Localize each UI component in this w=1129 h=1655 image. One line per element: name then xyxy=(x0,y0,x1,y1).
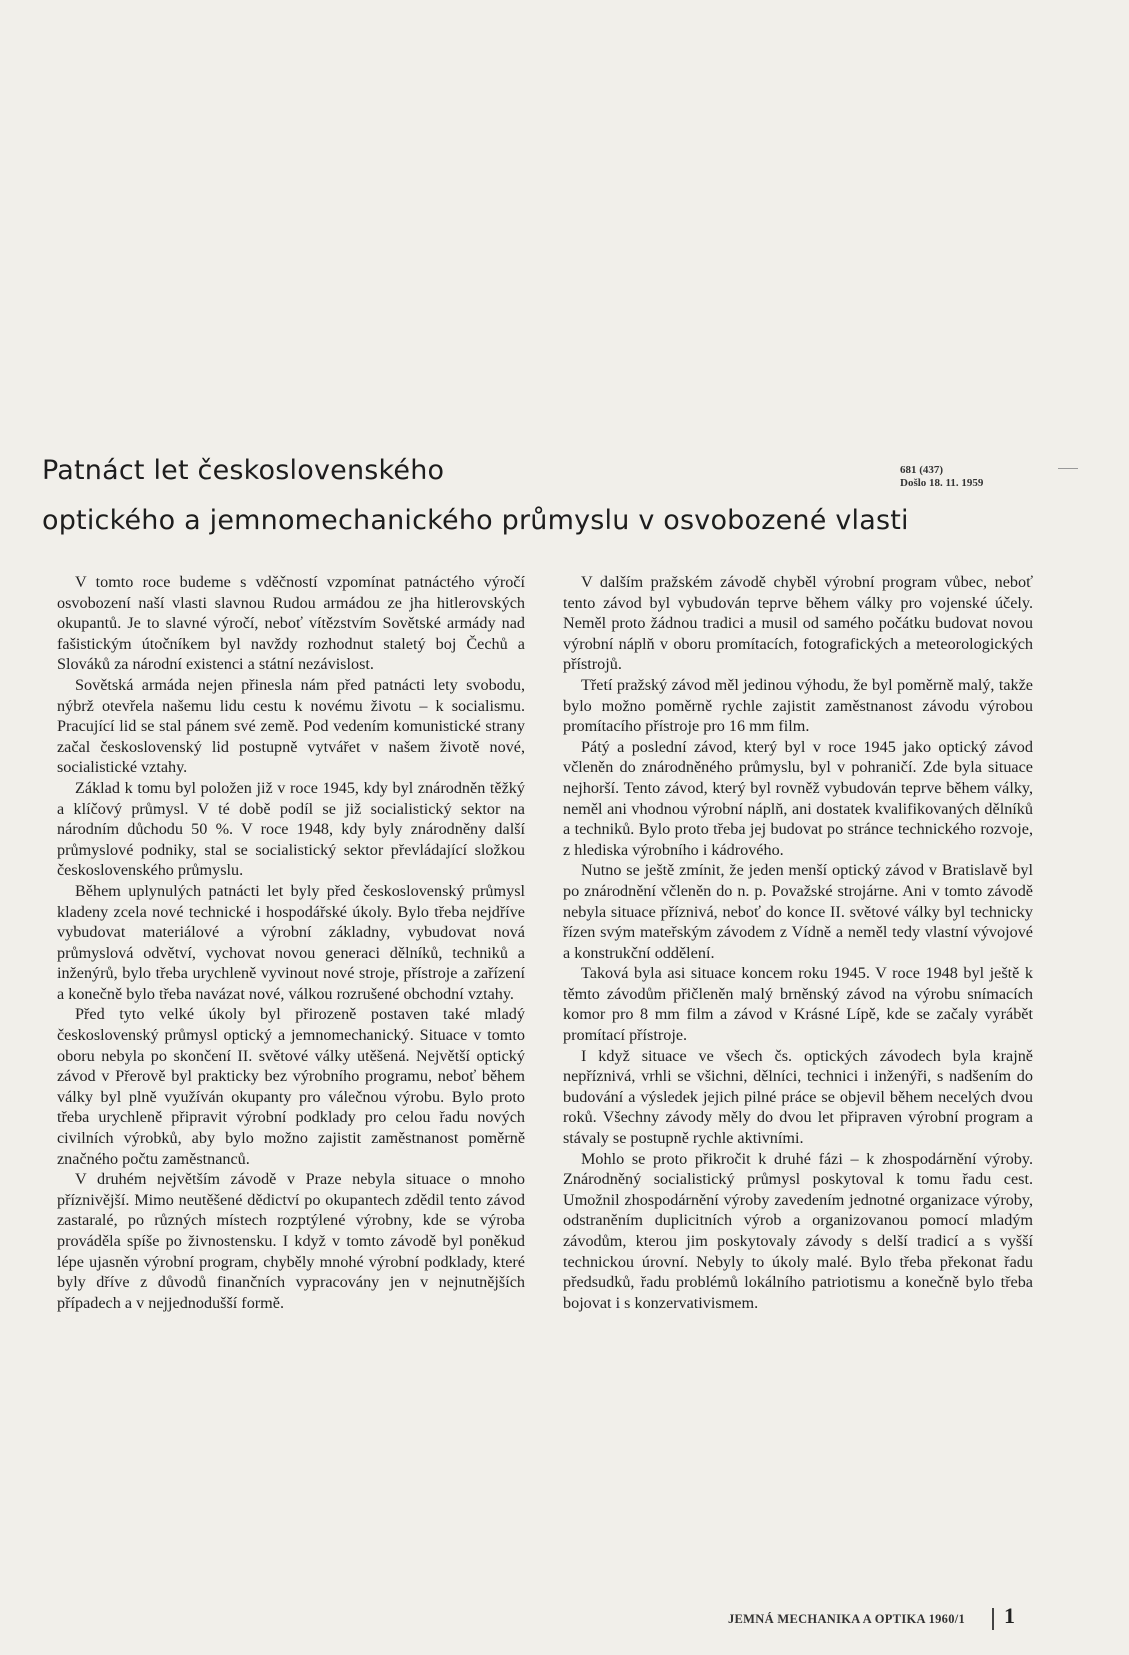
right-column xyxy=(563,572,1033,1313)
title-line-1: Patnáct let československého xyxy=(42,455,445,486)
page-number: 1 xyxy=(1004,1603,1015,1628)
paragraph: Taková byla asi situace koncem roku 1945. V roce 1948 byl ještě k těmto závodům přičleněn malý brněnský závod na výrobu snímacích komor pro 8 mm film a závod v Krásné Lípě, kde se začaly vyrábět promítací přístroje. xyxy=(563,964,1033,1045)
paragraph: Třetí pražský závod měl jedinou výhodu, že byl poměrně malý, takže bylo možno poměrně rychle zajistit zaměstnanost závodu výrobou promítacího přístroje pro 16 mm film. xyxy=(563,675,1033,736)
paragraph: Sovětská armáda nejen přinesla nám před patnácti lety svobodu, nýbrž otevřela našemu lidu cestu k novému životu – k socialismu. Pracující lid se stal pánem své země. Pod vedením komunistické strany začal československý lid postupně vytvářet v našem životě nové, socialistické vztahy. xyxy=(57,675,525,777)
journal-footer: JEMNÁ MECHANIKA A OPTIKA 1960/1 xyxy=(728,1612,966,1626)
paragraph: Mohlo se proto přikročit k druhé fázi – k zhospodárnění výroby. Znárodněný socialistický průmysl poskytoval k tomu řadu cest. Umožnil zhospodárnění výroby zavedením jednotné organizace výroby, odstraněním duplicitních výrob a organizovanou pomocí mladým závodům, kterou jim poskytovaly závody s delší tradicí a s vyšší technickou úrovní. Nebyly to úkoly malé. Bylo třeba překonat řadu předsudků, řadu problémů lokálního patriotismu a konečně bylo třeba bojovat i s konzervativismem. xyxy=(563,1149,1033,1312)
paragraph: Základ k tomu byl položen již v roce 1945, kdy byl znárodněn těžký a klíčový průmysl. V té době podíl se již socialistický sektor na národním důchodu 50 %. V roce 1948, kdy byly znárodněny další průmyslové podniky, stal se socialistický sektor převládající složkou československého průmyslu. xyxy=(57,778,525,880)
paragraph: V dalším pražském závodě chyběl výrobní program vůbec, neboť tento závod byl vybudován teprve během války pro vojenské účely. Neměl proto žádnou tradici a musil od samého počátku budovat novou výrobní náplň v oboru promítacích, fotografických a meteorologických přístrojů. xyxy=(563,573,1033,674)
paragraph: Během uplynulých patnácti let byly před československý průmysl kladeny zcela nové technické i hospodářské úkoly. Bylo třeba nejdříve vybudovat materiálové a výrobní základny, vybudovat nová průmyslová odvětví, vychovat novou generaci dělníků, techniků a inženýrů, bylo třeba urychleně vyvinout nové stroje, přístroje a zařízení a konečně bylo třeba navázat nové, válkou rozrušené obchodní vztahy. xyxy=(57,881,525,1003)
paragraph: Nutno se ještě zmínit, že jeden menší optický závod v Bratislavě byl po znárodnění včleněn do n. p. Považské strojárne. Ani v tomto závodě nebyla situace příznivá, neboť do konce II. světové války byl technicky řízen svým mateřským závodem z Vídně a neměl tedy vlastní vývojové a konstrukční oddělení. xyxy=(563,861,1033,962)
paragraph: Pátý a poslední závod, který byl v roce 1945 jako optický závod včleněn do znárodněného průmyslu, byl v pohraničí. Zde byla situace nejhorší. Tento závod, který byl rovněž vybudován teprve během války, neměl ani vhodnou výrobní náplň, ani dostatek kvalifikovaných dělníků a techniků. Bylo proto třeba jej budovat po stránce technického rozvoje, z hlediska výrobního i kádrového. xyxy=(563,737,1033,859)
paragraph: I když situace ve všech čs. optických závodech byla krajně nepříznivá, vrhli se všichni, dělníci, technici i inženýři, s nadšením do budování a výsledek jejich pilné práce se objevil během necelých dvou roků. Všechny závody měly do dvou let připraven výrobní program a stávaly se postupně rychle aktivními. xyxy=(563,1046,1033,1148)
footer-divider xyxy=(992,1608,994,1630)
paragraph: V tomto roce budeme s vděčností vzpomínat patnáctého výročí osvobození naší vlasti slavnou Rudou armádou ze jha hitlerovských okupantů. Je to slavné výročí, neboť vítězstvím Sovětské armády nad fašistickým útočníkem byl navždy rozhodnut staletý boj Čechů a Slováků za národní existenci a státní nezávislost. xyxy=(57,573,525,674)
received-date: Došlo 18. 11. 1959 xyxy=(900,477,984,489)
margin-mark xyxy=(1058,468,1078,469)
reference-number: 681 (437) xyxy=(900,464,944,476)
article-reference xyxy=(900,464,983,490)
paragraph: V druhém největším závodě v Praze nebyla situace o mnoho příznivější. Mimo neutěšené dědictví po okupantech zdědil tento závod zastaralé, po různých místech rozptýlené výrobny, kde se výroba prováděla spíše po živnostensku. I když v tomto závodě byl poněkud lépe ujasněn výrobní program, chyběly mnohé výrobní podklady, které byly dříve z důvodů finančních vypracovány jen v nejnutnějších případech a v nejjednodušší formě. xyxy=(57,1170,525,1312)
title-line-2: optického a jemnomechanického průmyslu v osvobozené vlasti xyxy=(42,505,909,536)
paragraph: Před tyto velké úkoly byl přirozeně postaven také mladý československý průmysl optický a jemnomechanický. Situace v tomto oboru nebyla po skončení II. světové války utěšená. Největší optický závod v Přerově byl prakticky bez výrobního programu, neboť během války byl plně využíván okupanty pro válečnou výrobu. Bylo proto třeba urychleně připravit výrobní podklady pro celou řadu nových civilních výrobků, aby bylo možno zajistit zaměstnanost poměrně značného počtu zaměstnanců. xyxy=(57,1005,525,1168)
left-column xyxy=(57,572,525,1313)
